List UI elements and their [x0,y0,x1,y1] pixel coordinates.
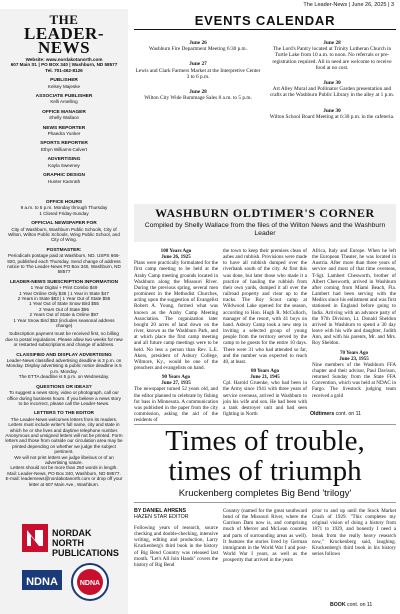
section-text: Cpl. Harold Gruenke, who had been in the Army since 1941 with three years of service overseas, arrived in Washburn to join his wife and son. He had been with a tank destroyer unit and had seen fighting in North [223,380,307,418]
oldtimers-title: WASHBURN OLDTIMER'S CORNER [155,206,375,220]
events-title: EVENTS CALENDAR [194,13,336,28]
event-date: June 30 [323,80,341,87]
story-deck-rule [134,502,396,503]
jump-text: cont. on 11 [347,602,373,608]
questions-heading: QUESTIONS OR IDEAS? [36,384,92,390]
section-date: June 23, 1955 [339,355,369,362]
subscription-list [5,285,123,328]
section-date: June 21, 1945 [250,374,280,381]
story-column-2: Country (named for the great southward bend of the Missouri River, where the Garrison Dam now is, and comprising much of Mercer and McLean counties and parts of surrounding areas as well). It features the stories lived by German immigrants in the World War I and post-World War I years, as well as the prosperity that arrived in the years [223,508,307,564]
masthead-line1: THE [49,12,79,27]
subscription-note: Subscription payment must be received first, no billing due to postal regulations. Please allow two weeks for new or restarted subscriptions and change of address. [5,331,123,348]
headline-line2: times of triumph [168,455,362,487]
staff-name: Kelli Amelling [50,99,78,105]
nordak-north-logo [18,516,118,558]
event-text: Wilton City Wide Rummage Sales 8 a.m. to 5 p.m. [144,95,252,102]
staff-name: Phaedra Yunker [47,131,81,137]
office-hours-line: 9 a.m. to 5 p.m. Monday through Thursday [20,205,108,211]
publisher-logos [10,516,118,604]
event-text: Wilton School Board Meeting at 6:30 p.m. in the cafeteria. [269,113,395,120]
subscription-line: 1 Year Out of State Snow Bird $55 [29,301,99,307]
logo-line1: NORDAK NORTH [52,528,92,548]
events-rule [134,29,396,30]
oldtimers-column-1 [134,248,218,423]
story-byline [134,508,218,520]
event-text: Art Alley Mural and Pollinator Garden presentation and crafts at the Washburn Public Library in the alley at 1 p.m. [269,86,395,99]
address: 607 Main St. | PO BOX 340 | Washburn, ND 58577 [10,62,118,68]
story-deck: Kruckenberg completes Big Bend 'trilogy' [178,488,352,499]
section-date: June 27, 1935 [161,380,191,387]
staff-name: Shelly Wallace [49,115,79,121]
events-right-column [268,40,396,129]
postmaster-text: Periodicals postage paid at Washburn, ND. USPS 666-920, published each Thursday. Send change of address notice to The Leader-News PO Box 340, Washburn, ND 58577 [7,253,121,275]
jump-label: BOOK [330,602,346,608]
headline-line1: Times of trouble, [165,425,365,457]
office-hours-line: 1 Closed Friday-Sunday [39,210,89,216]
section-text: Plans were practically formulated for the first camp meeting to be held at the Araby Camp meeting grounds located in Washburn along the Missouri River. During the previous spring, several men prominent in the Methodist Churches, acting upon the suggestion of Evangelist Robert A. Young, formed what was known as the Araby Camp Meeting Association. The organization later bought 20 acres of land down on the river, known as the Washburn Park, and at which place the first camp meeting and all future camp meetings were to be held. No less a person than Rev. L.E. Akers, president of Asbury College, Wilmore, Ky., would be one of the preachers and evangelists on hand. [134,260,218,371]
subscription-line: 1 Year Digital + Print Combo $49 [30,285,98,291]
subscription-line: 1 Year Online Only $35 | 1 Year in State $47 [19,290,109,296]
website: Website: www.nordakotanorth.com [25,57,103,62]
staff-role: ASSOCIATE PUBLISHER [35,94,93,100]
letters-text: Letters should not be more than 250 words in length. Mail: Leader-News, PO Box 340, Washburn, ND 58577. E-mail: leadernews@nordakotanorth.com or drop off your letter at 607 Main Ave., Washburn. [5,465,123,487]
subscription-line: 2 Years in State $83 | 1 Year Out of State $55 [17,296,111,301]
section-heading: 80 Years Ago [250,367,280,374]
classified-heading: CLASSIFIED AND DISPLAY ADVERTISING [16,352,112,358]
staff-role: GRAPHIC DESIGN [43,173,85,179]
subscription-line: 2 Years Out of State & Online $97 [29,312,99,318]
event-date: June 28 [189,89,207,96]
event-date: June 30 [323,107,341,114]
letters-heading: LETTERS TO THE EDITOR [33,411,95,417]
staff-role: OFFICE MANAGER [42,109,86,115]
subscription-line: 2 Years Out of State $95 [38,306,90,312]
events-left-column [134,40,262,110]
staff-name: Kelsey Majeske [47,83,81,89]
staff-name: Kayla Sweeney [48,162,80,168]
story-jump[interactable] [330,602,372,608]
ndna-seal-icon [70,562,110,602]
section-heading: 70 Years Ago [339,349,369,356]
staff-role: SPORTS REPORTER [40,141,88,147]
oldtimers-jump[interactable] [310,411,361,417]
byline-name: BY DANIEL AHRENS [134,508,186,514]
section-text: the town to keep their premises clean of ashes and rubbish. Provisions were made to have all rubbish dumped over the riverbank south of the city. At first this was done, but later those who made it a practice of hauling the rubbish from their own yards, dumped it all over the railroad property and clear up to the tracks. The Boy Scout camp at Wildwood Lake opened for the season, according to Hon. Hugh R. McCulloch, manager of the resort, with 41 boys on hand. Asbury Camp took a new step in inviting a selected group of young people from the territory served by the camp to be guests for the entire 10 days. There were 31 who had attended so far, and the number was expected to reach 40, at least. [223,248,307,365]
letters-text: We will not print letters we judge libelous or of an advertising nature. [14,454,114,465]
phone: Tel. 701-462-8126 [45,67,83,73]
logo-line2: PUBLICATIONS [52,548,119,558]
section-heading: 90 Years Ago [161,374,191,381]
official-text: City of Washburn, Washburn Public Schools, City of Wilton, Wilton Public Schools, Wing Public School, and City of Wing. [8,226,120,243]
postmaster-heading: POSTMASTER: [46,247,82,253]
event-text: Lewis and Clark Farmers Market at the Interpretive Center 3 to 6 p.m. [135,67,261,80]
staff-role: PUBLISHER [50,78,78,84]
jump-text: cont. on 11 [335,411,361,417]
etta-text: The ETTA deadline is 5 p.m. on Wednesday. [18,374,110,380]
letters-text: The Leader-News welcomes letters from its readers. Letters must include writer's full name, city and state in which he or she lives and daytime telephone number. Anonymous and unsigned letters will not be printed. Form letters and those from outside our circulation area may be printed depending on whether we judge the subject pertinent. [5,416,123,455]
section-text: Nine members of the Washburn FFA chapter and their advisor, Paul Davison, returned Sunday from the State FFA Convention, which was held at NDAC in Fargo. The livestock judging team received a gold [312,361,396,399]
office-hours-heading: OFFICE HOURS [45,199,83,205]
oldtimers-column-3 [312,248,396,399]
story-headline [134,426,396,486]
staff-name: Ethyn Williams-Calvert [40,146,88,152]
masthead [0,13,128,55]
ndna-logo-icon [22,562,62,602]
event-date: June 26 [189,40,207,46]
section-text: Africa, Italy and Europe. When he left the European Theater, he was located in Austria. After more than three years of service and most of that time overseas, T-Sgt. Lambert Chesworth, brother of Albert Chesworth, arrived in Washburn after coming from Miami Beach, Fla. Lambert had been serving with the Medics since his enlistment and was first stationed in England before going to India. Arriving with an advance party of the 97th Division, Lt. Donald Sheldon arrived in Washburn to spend a 30 day leave with his wife and daughter, Judith Ann, and with his parents, Mr. and Mrs. Roy Sheldon. [312,248,396,347]
story-column-3: prior to and up until the Stock Market Crash of 1929. "This completes my original vision of doing a history from 1871 to 1929, and honestly I need a break from the really heavy research now," Kruckenberg said, laughing. Kruckenberg's third book in his history series follows [312,508,396,558]
event-date: June 27 [189,61,207,68]
staff-role: NEWS REPORTER [42,125,86,131]
running-head: The Leader-News | June 26, 2025 | 3 [303,2,394,8]
section-text: The newspaper turned 52 years old, and the editor planned to celebrate by fishing for bass in Minnesota. A communication was published in the paper from the city commission, asking the aid of the residents of [134,386,218,424]
nordak-north-icon [22,524,48,552]
staff-name: Hunter Kamrath [47,178,81,184]
section-date: June 26, 1925 [161,254,191,261]
jump-label: Oldtimers [310,411,335,417]
oldtimers-column-2 [223,248,307,417]
ndna-text: NDNA [26,576,58,588]
event-text: Washburn Fire Department Meeting 6:30 p.m. [149,46,247,53]
classified-text: Leader-News classified advertising deadline is 3 p.m. on Monday. Display advertising & public notice deadline is 5 p.m. Monday. [6,358,122,374]
event-date: June 28 [323,40,341,46]
byline-title: HAZEN STAR EDITOR [134,514,189,521]
oldtimers-subtitle: Compiled by Shelly Wallace from the files of the Wilton News and the Washburn Leader [144,222,386,237]
event-text: The Lord's Pantry located at Trinity Lutheran Church in Turtle Lake from 10 a.m. to noon. No referrals or pre-registration required. All in need are welcome to receive food at no cost. [272,46,392,71]
section-heading: 100 Years Ago [160,248,192,254]
subscription-heading: LEADER-NEWS SUBSCRIPTION INFORMATION [9,279,119,285]
official-heading: OFFICIAL NEWSPAPER FOR [31,221,97,227]
staff-list [0,78,128,184]
staff-role: ADVERTISING [47,157,81,163]
story-column-1: Following years of research, source checking and double-checking, intensive writing, editing and production, Larry Kruckenberg's third book in the history of Big Bend Country was released last month. "Let's All Join Hands" covers the history of Big Bend [134,525,218,568]
masthead-line2: LEADER-NEWS [23,24,104,57]
subscription-line: 1 Year Snow Bird $53 (includes seasonal address change) [13,317,115,329]
questions-text: To suggest a news story, video or photograph, call our office during business hours. If you believe a news story to be incorrect, please call the Leader-News. [7,390,121,406]
ndna-seal-text: NDNA [79,580,101,587]
